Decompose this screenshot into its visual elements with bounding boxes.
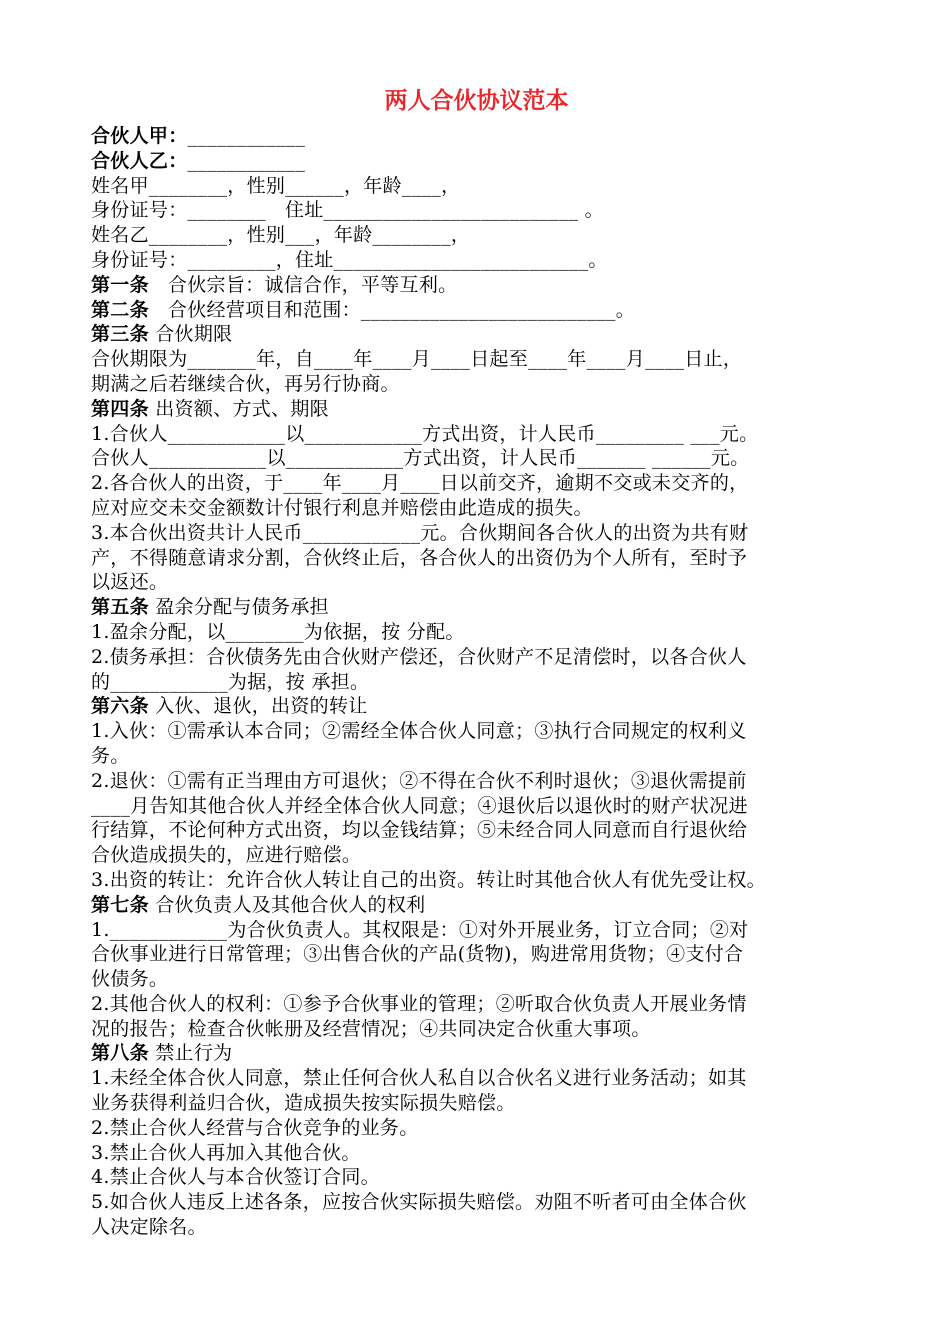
text-line	[91, 942, 862, 967]
text-line	[91, 521, 862, 546]
text-line	[91, 1141, 862, 1166]
text-line	[91, 794, 862, 819]
line-text: 身份证号：_________，住址__________________________。	[91, 248, 608, 271]
line-text: 合伙事业进行日常管理；③出售合伙的产品(货物)，购进常用货物；④支付合	[91, 943, 744, 966]
text-line	[91, 422, 862, 447]
text-line	[91, 670, 862, 695]
text-line	[91, 124, 862, 149]
text-line	[91, 397, 862, 422]
text-line	[91, 149, 862, 174]
text-line	[91, 1017, 862, 1042]
text-line	[91, 868, 862, 893]
line-text: 合伙负责人及其他合伙人的权利	[148, 893, 426, 916]
line-text: 2.各合伙人的出资，于____年____月____日以前交齐，逾期不交或未交齐的，	[91, 472, 749, 495]
clause-heading: 第五条	[91, 596, 149, 619]
line-text: 合伙人____________以____________方式出资，计人民币_______ ______元。	[91, 447, 750, 470]
line-text: 合伙造成损失的，应进行赔偿。	[91, 844, 362, 867]
text-line	[91, 1091, 862, 1116]
text-line	[91, 967, 862, 992]
line-text: ____________	[187, 125, 306, 147]
line-text: 合伙经营项目和范围：__________________________。	[148, 298, 636, 321]
line-text: 3.出资的转让：允许合伙人转让自己的出资。转让时其他合伙人有优先受让权。	[91, 868, 766, 891]
text-line	[91, 198, 862, 223]
line-text: 出资额、方式、期限	[148, 397, 329, 420]
text-line	[91, 744, 862, 769]
line-text: 5.如合伙人违反上述各条，应按合伙实际损失赔偿。劝阻不听者可由全体合伙	[91, 1191, 747, 1214]
text-line	[91, 918, 862, 943]
text-line	[91, 223, 862, 248]
text-line	[91, 273, 862, 298]
text-line	[91, 719, 862, 744]
line-text: 1.合伙人____________以____________方式出资，计人民币_________ ___元。	[91, 422, 759, 445]
clause-heading: 第四条	[91, 397, 149, 420]
clause-heading: 第一条	[91, 273, 149, 296]
line-text: 3.禁止合伙人再加入其他合伙。	[91, 1141, 361, 1164]
text-line	[91, 893, 862, 918]
line-text: 应对应交未交金额数计付银行利息并赔偿由此造成的损失。	[91, 496, 593, 519]
text-line	[91, 347, 862, 372]
document-title: 两人合伙协议范本	[384, 88, 569, 114]
text-line	[91, 446, 862, 471]
text-line	[91, 471, 862, 496]
line-text: 2.债务承担：合伙债务先由合伙财产偿还，合伙财产不足清偿时，以各合伙人	[91, 645, 747, 668]
line-text: 务。	[91, 744, 130, 767]
text-line	[91, 570, 862, 595]
line-text: 合伙期限为_______年，自____年____月____日起至____年____月____日止，	[91, 348, 743, 371]
text-line	[91, 322, 862, 347]
text-line	[91, 372, 862, 397]
line-text: 3.本合伙出资共计人民币____________元。合伙期间各合伙人的出资为共有财	[91, 521, 749, 544]
text-line	[91, 1165, 862, 1190]
text-line	[91, 595, 862, 620]
text-line	[91, 620, 862, 645]
clause-heading: 合伙人乙：	[91, 149, 188, 172]
line-text: 的____________为据，按 承担。	[91, 670, 370, 693]
text-line	[91, 1041, 862, 1066]
text-line	[91, 645, 862, 670]
line-text: 禁止行为	[148, 1042, 233, 1065]
text-line	[91, 992, 862, 1017]
clause-heading: 第二条	[91, 298, 149, 321]
line-text: 1.盈余分配，以________为依据，按 分配。	[91, 620, 465, 643]
text-line	[91, 174, 862, 199]
line-text: 期满之后若继续合伙，再另行协商。	[91, 372, 400, 395]
line-text: 盈余分配与债务承担	[148, 596, 329, 619]
text-line	[91, 769, 862, 794]
line-text: 人决定除名。	[91, 1216, 207, 1239]
text-line	[91, 248, 862, 273]
line-text: 2.退伙：①需有正当理由方可退伙；②不得在合伙不利时退伙；③退伙需提前	[91, 769, 747, 792]
line-text: ____________	[187, 149, 306, 172]
line-text: 况的报告；检查合伙帐册及经营情况；④共同决定合伙重大事项。	[91, 1017, 651, 1040]
line-text: 入伙、退伙，出资的转让	[148, 695, 368, 718]
clause-heading: 第七条	[91, 893, 149, 916]
line-text: 姓名乙________，性别___，年龄________，	[91, 224, 471, 247]
line-text: 合伙宗旨：诚信合作，平等互利。	[148, 273, 458, 296]
line-text: 2.禁止合伙人经营与合伙竞争的业务。	[91, 1116, 419, 1139]
text-line	[91, 1066, 862, 1091]
clause-heading: 合伙人甲：	[91, 125, 188, 147]
line-text: ____月告知其他合伙人并经全体合伙人同意；④退伙后以退伙时的财产状况进	[91, 794, 748, 817]
line-text: 行结算，不论何种方式出资，均以金钱结算；⑤未经合同人同意而自行退伙给	[91, 819, 748, 842]
line-text: 产，不得随意请求分割，合伙终止后，各合伙人的出资仍为个人所有，至时予	[91, 546, 748, 569]
text-line	[91, 298, 862, 323]
document-body	[91, 124, 862, 1240]
clause-heading: 第三条	[91, 323, 149, 346]
line-text: 合伙期限	[148, 323, 233, 346]
line-text: 4.禁止合伙人与本合伙签订合同。	[91, 1166, 380, 1189]
text-line	[91, 843, 862, 868]
line-text: 以返还。	[91, 571, 169, 594]
text-line	[91, 1190, 862, 1215]
line-text: 1.未经全体合伙人同意，禁止任何合伙人私自以合伙名义进行业务活动；如其	[91, 1067, 747, 1090]
clause-heading: 第八条	[91, 1042, 149, 1065]
line-text: 业务获得利益归合伙，造成损失按实际损失赔偿。	[91, 1092, 516, 1115]
line-text: 身份证号：________ 住址__________________________ 。	[91, 199, 604, 222]
line-text: 姓名甲________，性别______，年龄____，	[91, 174, 461, 197]
clause-heading: 第六条	[91, 695, 149, 718]
line-text: 伙债务。	[91, 968, 169, 991]
text-line	[91, 546, 862, 571]
text-line	[91, 818, 862, 843]
line-text: 1.____________为合伙负责人。其权限是：①对外开展业务，订立合同；②对	[91, 918, 749, 941]
line-text: 1.入伙：①需承认本合同；②需经全体合伙人同意；③执行合同规定的权利义	[91, 720, 747, 743]
line-text: 2.其他合伙人的权利：①参予合伙事业的管理；②听取合伙负责人开展业务情	[91, 992, 747, 1015]
text-line	[91, 1116, 862, 1141]
text-line	[91, 496, 862, 521]
text-line	[91, 694, 862, 719]
text-line	[91, 1215, 862, 1240]
